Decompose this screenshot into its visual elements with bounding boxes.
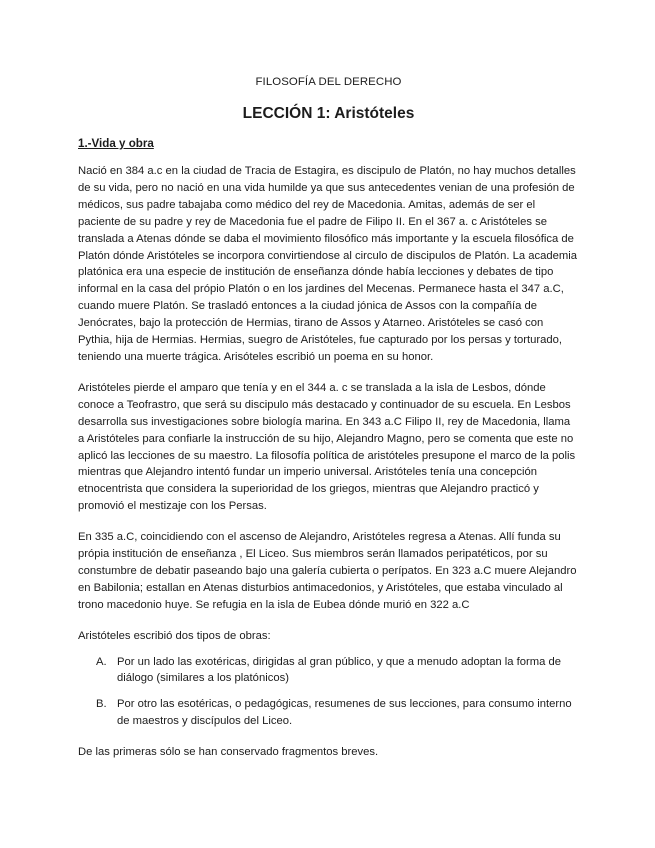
paragraph-vida: Nació en 384 a.c en la ciudad de Tracia de Estagira, es discipulo de Platón, no hay muchos detalles de su vida, pero no nació en una vida humilde ya que sus antecedentes venian de una profesión de médicos, sus padre tabajaba como médico del rey de Macedonia. Amitas, además de ser el paciente de su padre y rey de Macedonia fue el padre de Filipo II. En el 367 a. c Aristóteles se translada a Atenas dónde se daba el movimiento filosófico más importante y la escuela filosófica de Platón dónde Aristóteles se incorpora convirtiendose al circulo de discipulos de Platón. La academia platónica era una especie de institución de enseñanza dónde había lecciones y debates de tipo informal en la casa del própio Platón o en los jardines del Mecenas. Permanece hasta el 347 a.C, cuando muere Platón. Se trasladó entonces a la ciudad jónica de Assos con la compañía de Jenócrates, bajo la protección de Hermias, tirano de Assos y Atarneo. Aristóteles se casó con Pythia, hija de Hermias. Hermias, suegro de Aristóteles, fue capturado por los persas y torturado, teniendo una muerte trágica. Arisóteles escribió un poema en su honor. bbox=[78, 165, 578, 363]
list-marker: A. bbox=[96, 655, 107, 668]
section-heading: 1.-Vida y obra bbox=[78, 137, 154, 150]
paragraph-obras-intro: Aristóteles escribió dos tipos de obras: bbox=[78, 629, 271, 642]
paragraph-closing: De las primeras sólo se han conservado fragmentos breves. bbox=[78, 746, 379, 759]
list-item-text: Por un lado las exotéricas, dirigidas al gran público, y que a menudo adoptan la forma de diálogo (similares a los platónicos) bbox=[117, 655, 562, 685]
list-item bbox=[78, 696, 579, 730]
paragraph-lesbos: Aristóteles pierde el amparo que tenía y en el 344 a. c se translada a la isla de Lesbos, dónde conoce a Teofrastro, que será su discipulo más destacado y continuador de su escuela. En Lesbos desarrolla sus investigaciones sobre biología marina. En 343 a.C Filipo II, rey de Macedonia, llama a Aristóteles para confiarle la instrucción de su hijo, Alejandro Magno, pero se comenta que este no aplicó las lecciones de su maestro. La filosofía política de aristóteles presupone el marco de la polis mientras que Alejandro intentó fundar un imperio universal. Aristóteles tenía una concepción etnocentrista que considera la superioridad de los griegos, mientras que Alejandro practicó y promovió el mestizaje con los Persas. bbox=[78, 381, 576, 513]
list-item-text: Por otro las esotéricas, o pedagógicas, resumenes de sus lecciones, para consumo interno de maestros y discípulos del Liceo. bbox=[117, 698, 572, 728]
document-header: FILOSOFÍA DEL DERECHO bbox=[255, 76, 402, 88]
list-item bbox=[78, 654, 579, 688]
list-marker: B. bbox=[96, 698, 107, 711]
works-list bbox=[78, 654, 579, 731]
page-title: LECCIÓN 1: Aristóteles bbox=[242, 105, 415, 122]
paragraph-liceo: En 335 a.C, coincidiendo con el ascenso de Alejandro, Aristóteles regresa a Atenas. Allí funda su própia institución de enseñanza , El Liceo. Sus miembros serán llamados peripatéticos, por su constumbre de debatir paseando bajo una galería cubierta o perípatos. En 323 a.C muere Alejandro en Babilonia; estallan en Atenas disturbios antimacedonios, y Aristóteles, que estaba vinculado al trono macedonio huye. Se refugia en la isla de Eubea dónde murió en 322 a.C bbox=[78, 531, 577, 611]
